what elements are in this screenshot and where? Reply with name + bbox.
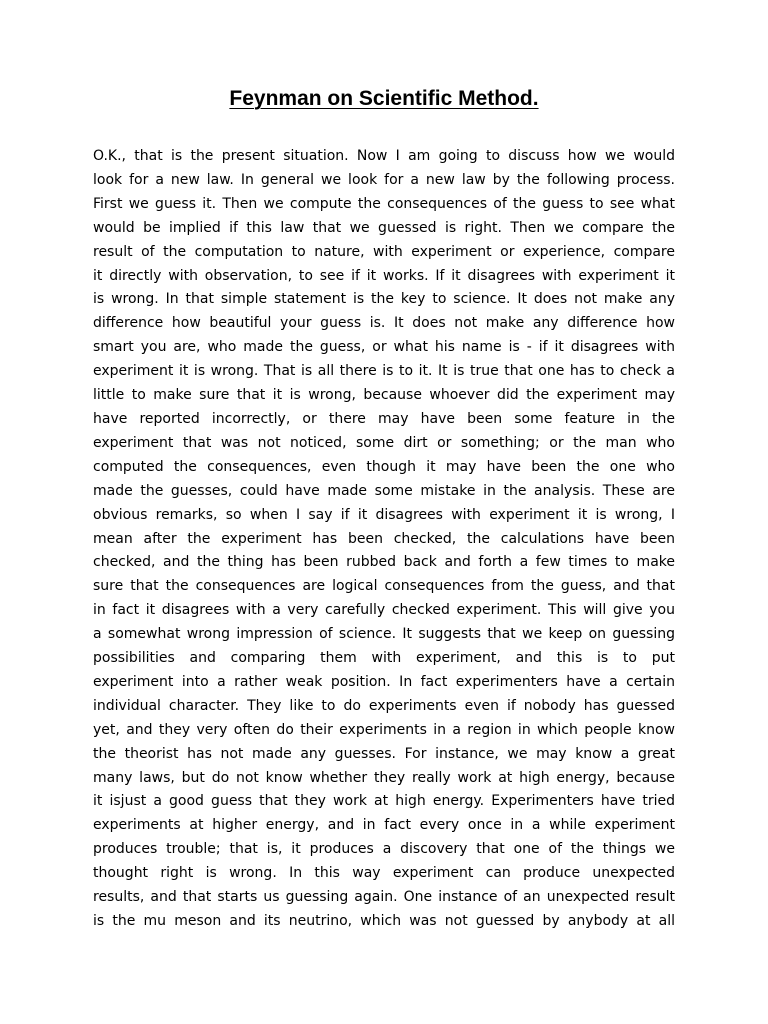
text-line: made the guesses, could have made some mistake in the analysis. These are — [93, 482, 675, 499]
text-line: experiment it is wrong. That is all there is to it. It is true that one has to check a — [93, 363, 675, 380]
text-line: obvious remarks, so when I say if it disagrees with experiment it is wrong, I — [93, 506, 675, 523]
text-line: result of the computation to nature, with experiment or experience, compare — [93, 243, 675, 260]
text-line: experiments at higher energy, and in fact every once in a while experiment — [93, 817, 675, 834]
text-line: smart you are, who made the guess, or what his name is - if it disagrees with — [93, 339, 675, 356]
text-line: little to make sure that it is wrong, because whoever did the experiment may — [93, 387, 675, 404]
text-line: experiment into a rather weak position. In fact experimenters have a certain — [93, 673, 675, 690]
text-line: have reported incorrectly, or there may have been some feature in the — [93, 410, 675, 427]
body-paragraph — [93, 145, 675, 934]
text-line: sure that the consequences are logical consequences from the guess, and that — [93, 578, 675, 595]
text-line: produces trouble; that is, it produces a discovery that one of the things we — [93, 841, 675, 858]
text-line: a somewhat wrong impression of science. It suggests that we keep on guessing — [93, 626, 675, 643]
text-line: experiment that was not noticed, some dirt or something; or the man who — [93, 434, 675, 451]
text-line: the theorist has not made any guesses. For instance, we may know a great — [93, 745, 675, 762]
text-line: computed the consequences, even though it may have been the one who — [93, 458, 675, 475]
text-line: it directly with observation, to see if it works. If it disagrees with experiment it — [93, 267, 675, 284]
text-line: many laws, but do not know whether they really work at high energy, because — [93, 769, 675, 786]
text-line: difference how beautiful your guess is. It does not make any difference how — [93, 315, 675, 332]
text-line: results, and that starts us guessing again. One instance of an unexpected result — [93, 889, 675, 906]
text-line: in fact it disagrees with a very carefully checked experiment. This will give you — [93, 602, 675, 619]
text-line: mean after the experiment has been checked, the calculations have been — [93, 530, 675, 547]
text-line: is wrong. In that simple statement is the key to science. It does not make any — [93, 291, 675, 308]
text-line: yet, and they very often do their experiments in a region in which people know — [93, 721, 675, 738]
text-line: checked, and the thing has been rubbed back and forth a few times to make — [93, 554, 675, 571]
text-line: it isjust a good guess that they work at high energy. Experimenters have tried — [93, 793, 675, 810]
text-line: individual character. They like to do experiments even if nobody has guessed — [93, 697, 675, 714]
text-line: thought right is wrong. In this way experiment can produce unexpected — [93, 865, 675, 882]
document-title — [0, 87, 768, 111]
title-text: Feynman on Scientific Method. — [229, 87, 539, 110]
text-line: First we guess it. Then we compute the consequences of the guess to see what — [93, 195, 675, 212]
text-line: would be implied if this law that we guessed is right. Then we compare the — [93, 219, 675, 236]
text-line: possibilities and comparing them with experiment, and this is to put — [93, 650, 675, 667]
text-line: is the mu meson and its neutrino, which was not guessed by anybody at all — [93, 913, 675, 929]
text-line: O.K., that is the present situation. Now I am going to discuss how we would — [93, 148, 675, 164]
text-line: look for a new law. In general we look for a new law by the following process. — [93, 171, 675, 188]
